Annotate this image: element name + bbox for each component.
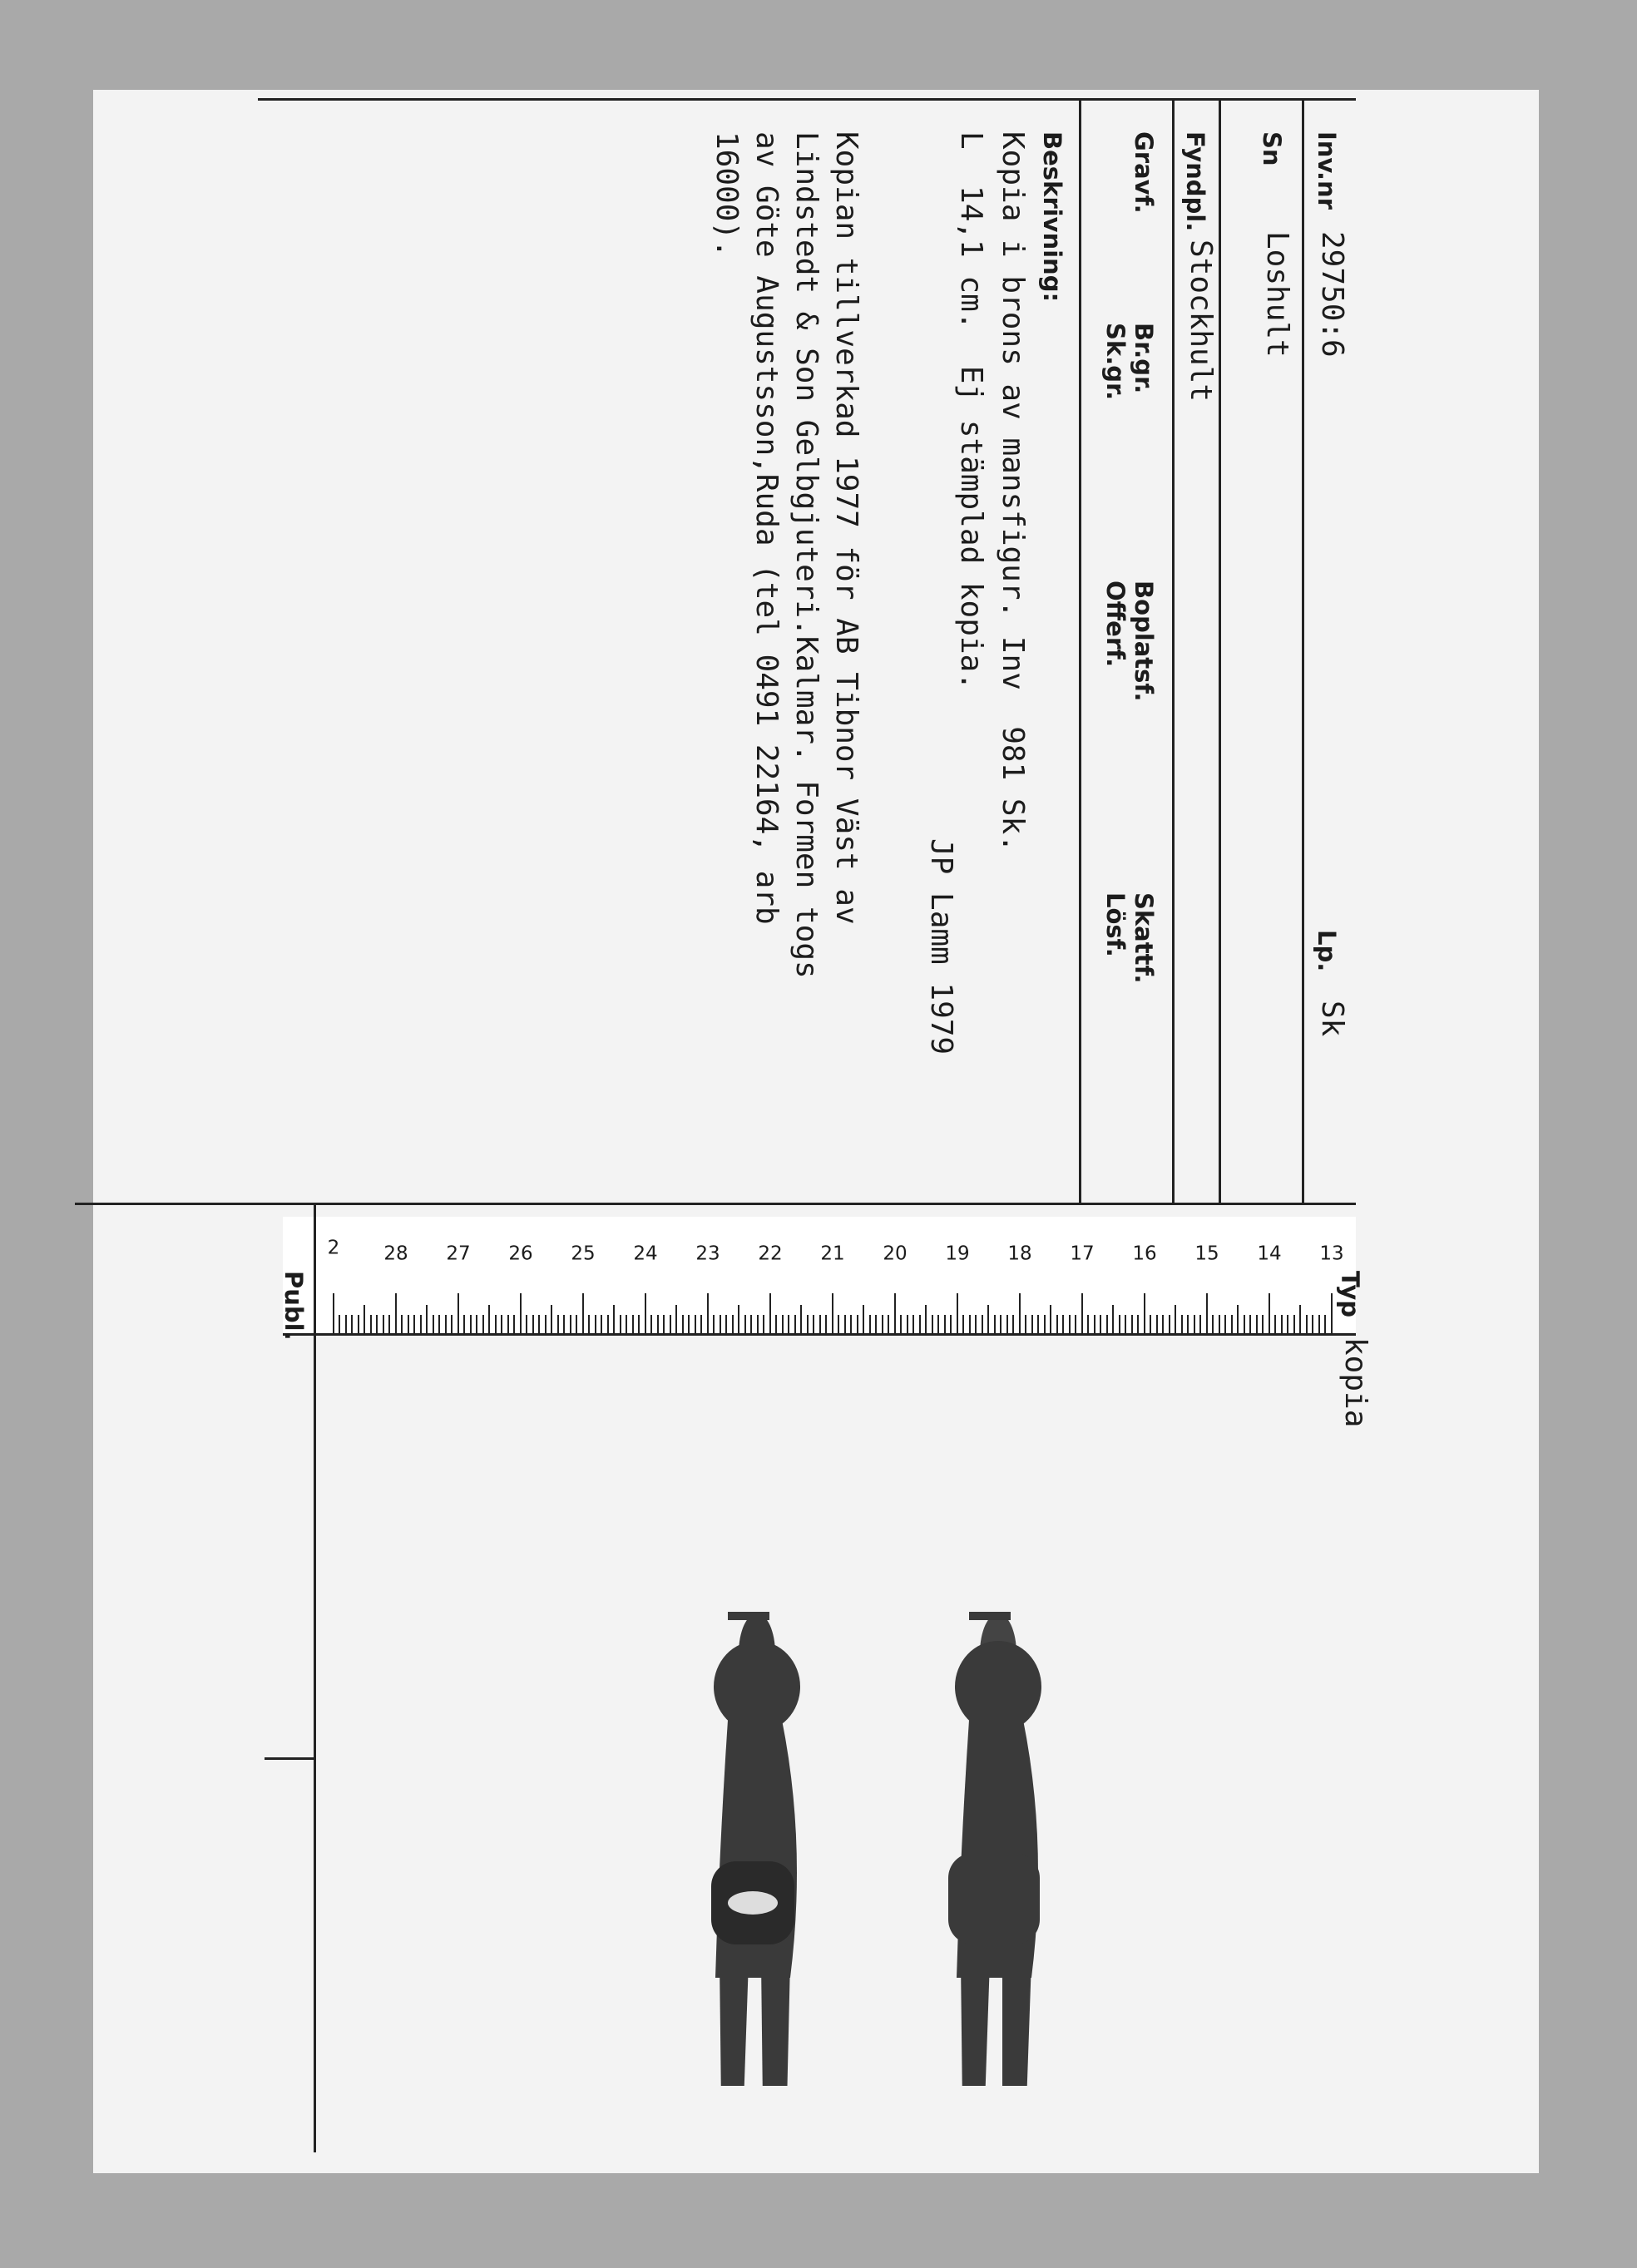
ruler-tick: [1206, 1293, 1208, 1333]
ruler-number: 19: [945, 1243, 970, 1265]
ruler-tick: [894, 1293, 896, 1333]
row-divider: [1219, 98, 1221, 1204]
row-divider: [1172, 98, 1175, 1204]
brgr-label: Br.gr.: [1130, 323, 1158, 394]
desc-signature: JP Lamm 1979: [924, 838, 958, 1055]
sn-label: Sn: [1258, 131, 1286, 166]
measuring-ruler: [283, 1217, 1356, 1336]
ruler-tick: [1313, 1315, 1314, 1333]
desc-line-3: Kopian tillverkad 1977 för AB Tibnor Väst av: [829, 131, 863, 925]
ruler-tick: [1275, 1315, 1277, 1333]
desc-line-2: L 14,1 cm. Ej stämplad kopia.: [954, 131, 988, 690]
ruler-tick: [576, 1315, 578, 1333]
ruler-tick: [807, 1315, 809, 1333]
ruler-tick: [1256, 1315, 1258, 1333]
ruler-tick: [1163, 1315, 1165, 1333]
offerf-label: Offerf.: [1101, 581, 1130, 668]
ruler-tick: [1231, 1315, 1233, 1333]
ruler-tick: [464, 1315, 466, 1333]
ruler-tick: [1288, 1315, 1289, 1333]
ruler-tick: [907, 1315, 908, 1333]
ruler-tick: [844, 1315, 846, 1333]
ruler-tick: [502, 1315, 503, 1333]
ruler-tick: [551, 1305, 553, 1333]
ruler-tick: [1094, 1315, 1095, 1333]
ruler-tick: [1250, 1315, 1252, 1333]
card-content: [67, 98, 1372, 2152]
ruler-tick: [1269, 1293, 1270, 1333]
ruler-tick: [863, 1305, 865, 1333]
ruler-tick: [1076, 1315, 1077, 1333]
ruler-tick: [1181, 1315, 1183, 1333]
ruler-tick: [614, 1305, 616, 1333]
ruler-tick: [1175, 1305, 1177, 1333]
ruler-tick: [520, 1293, 522, 1333]
figure-back: [711, 1612, 800, 2086]
ruler-number: 22: [758, 1243, 783, 1265]
row-divider: [1079, 98, 1081, 1204]
ruler-tick: [333, 1293, 334, 1333]
ruler-tick: [876, 1315, 878, 1333]
ruler-tick: [944, 1315, 946, 1333]
ruler-tick: [857, 1315, 858, 1333]
ruler-number: 2: [327, 1237, 340, 1259]
ruler-number: 16: [1132, 1243, 1157, 1265]
ruler-tick: [589, 1315, 591, 1333]
ruler-tick: [1001, 1315, 1002, 1333]
ruler-tick: [1156, 1315, 1158, 1333]
ruler-tick: [764, 1315, 765, 1333]
lp-value: Sk: [1315, 1001, 1349, 1037]
ruler-tick: [1300, 1305, 1302, 1333]
ruler-tick: [402, 1315, 403, 1333]
ruler-tick: [408, 1315, 409, 1333]
ruler-number: 23: [695, 1243, 720, 1265]
ruler-tick: [427, 1305, 428, 1333]
ruler-tick: [601, 1315, 603, 1333]
ruler-tick: [689, 1315, 690, 1333]
ruler-tick: [1038, 1315, 1040, 1333]
ruler-tick: [901, 1315, 903, 1333]
ruler-tick: [963, 1315, 965, 1333]
sn-value: Loshult: [1260, 231, 1294, 358]
ruler-tick: [1318, 1315, 1320, 1333]
ruler-tick: [732, 1315, 734, 1333]
ruler-number: 17: [1070, 1243, 1095, 1265]
ruler-tick: [364, 1305, 366, 1333]
ruler-tick: [913, 1315, 915, 1333]
ruler-tick: [1293, 1315, 1295, 1333]
ruler-tick: [582, 1293, 584, 1333]
inv-value: 29750:6: [1315, 231, 1349, 358]
ruler-tick: [507, 1315, 509, 1333]
ruler-tick: [532, 1315, 534, 1333]
desc-line-1: Kopia i brons av mansfigur. Inv 981 Sk.: [996, 131, 1030, 852]
ruler-tick: [744, 1315, 746, 1333]
ruler-tick: [726, 1315, 728, 1333]
ruler-tick: [1088, 1315, 1090, 1333]
left-frame-line: [258, 98, 1356, 101]
ruler-tick: [682, 1315, 684, 1333]
ruler-tick: [1144, 1293, 1145, 1333]
ruler-tick: [739, 1305, 740, 1333]
ruler-tick: [1325, 1315, 1327, 1333]
ruler-tick: [757, 1315, 759, 1333]
ruler-tick: [557, 1315, 559, 1333]
ruler-tick: [1238, 1305, 1239, 1333]
ruler-tick: [789, 1315, 790, 1333]
beskrivning-label: Beskrivning:: [1038, 131, 1066, 303]
ruler-tick: [751, 1315, 753, 1333]
losf-label: Lösf.: [1101, 892, 1130, 957]
ruler-number: 15: [1194, 1243, 1219, 1265]
ruler-tick: [377, 1315, 378, 1333]
ruler-tick: [645, 1293, 646, 1333]
ruler-tick: [595, 1315, 596, 1333]
ruler-tick: [1019, 1293, 1021, 1333]
ruler-tick: [957, 1293, 958, 1333]
ruler-tick: [477, 1315, 478, 1333]
ruler-tick: [794, 1315, 796, 1333]
ruler-tick: [445, 1315, 447, 1333]
ruler-tick: [657, 1315, 659, 1333]
ruler-tick: [1013, 1315, 1015, 1333]
ruler-tick: [639, 1315, 640, 1333]
ruler-tick: [776, 1315, 778, 1333]
publ-label: Publ.: [279, 1271, 308, 1341]
ruler-tick: [1331, 1293, 1333, 1333]
ruler-tick: [1131, 1315, 1133, 1333]
ruler-number: 13: [1319, 1243, 1344, 1265]
ruler-tick: [1213, 1315, 1214, 1333]
ruler-tick: [482, 1315, 484, 1333]
ruler-tick: [1106, 1315, 1108, 1333]
ruler-tick: [632, 1315, 634, 1333]
ruler-tick: [1194, 1315, 1195, 1333]
ruler-tick: [994, 1315, 996, 1333]
ruler-tick: [370, 1315, 372, 1333]
ruler-tick: [620, 1315, 621, 1333]
ruler-tick: [801, 1305, 803, 1333]
ruler-tick: [714, 1315, 715, 1333]
ruler-tick: [545, 1315, 546, 1333]
ruler-tick: [782, 1315, 784, 1333]
ruler-tick: [851, 1315, 853, 1333]
desc-line-6: 16000).: [710, 131, 744, 258]
ruler-number: 27: [446, 1243, 471, 1265]
ruler-tick: [1263, 1315, 1264, 1333]
ruler-tick: [1125, 1315, 1127, 1333]
ruler-tick: [470, 1315, 472, 1333]
boplatsf-label: Boplatsf.: [1130, 581, 1158, 702]
ruler-tick: [439, 1315, 441, 1333]
ruler-tick: [1031, 1315, 1033, 1333]
ruler-tick: [695, 1315, 696, 1333]
ruler-tick: [1006, 1315, 1008, 1333]
ruler-tick: [919, 1315, 921, 1333]
typ-label: Typ: [1336, 1271, 1364, 1318]
ruler-tick: [882, 1315, 883, 1333]
ruler-tick: [1063, 1315, 1065, 1333]
skgr-label: Sk.gr.: [1101, 323, 1130, 401]
ruler-tick: [1100, 1315, 1102, 1333]
fyndpl-label: Fyndpl.: [1181, 131, 1209, 232]
ruler-tick: [832, 1293, 833, 1333]
ruler-tick: [352, 1315, 354, 1333]
column-divider: [75, 1203, 1356, 1205]
ruler-tick: [1113, 1305, 1115, 1333]
gravf-label: Gravf.: [1130, 131, 1158, 214]
ruler-tick: [607, 1315, 609, 1333]
ruler-tick: [539, 1315, 541, 1333]
ruler-tick: [1119, 1315, 1120, 1333]
ruler-tick: [951, 1315, 952, 1333]
ruler-number: 28: [383, 1243, 408, 1265]
ruler-tick: [1188, 1315, 1189, 1333]
row-divider: [1302, 98, 1304, 1204]
ruler-tick: [1281, 1315, 1283, 1333]
ruler-number: 20: [883, 1243, 908, 1265]
ruler-tick: [570, 1315, 571, 1333]
ruler-number: 18: [1007, 1243, 1032, 1265]
ruler-tick: [838, 1315, 840, 1333]
ruler-tick: [1069, 1315, 1071, 1333]
ruler-number: 25: [571, 1243, 596, 1265]
ruler-tick: [969, 1315, 971, 1333]
ruler-tick: [819, 1315, 821, 1333]
ruler-tick: [769, 1293, 771, 1333]
ruler-tick: [626, 1315, 628, 1333]
ruler-tick: [651, 1315, 653, 1333]
ruler-number: 14: [1257, 1243, 1282, 1265]
ruler-tick: [514, 1315, 516, 1333]
ruler-tick: [1150, 1315, 1152, 1333]
ruler-tick: [1051, 1305, 1052, 1333]
ruler-tick: [720, 1315, 721, 1333]
ruler-tick: [826, 1315, 828, 1333]
ruler-tick: [395, 1293, 397, 1333]
ruler-tick: [670, 1315, 671, 1333]
ruler-tick: [888, 1315, 890, 1333]
ruler-tick: [457, 1293, 459, 1333]
ruler-number: 26: [508, 1243, 533, 1265]
ruler-tick: [676, 1305, 678, 1333]
figure-photograph: [241, 1595, 1123, 2086]
ruler-tick: [358, 1315, 359, 1333]
desc-line-4: Lindstedt & Son Gelbgjuteri.Kalmar. Formen togs: [789, 131, 823, 979]
ruler-tick: [414, 1315, 416, 1333]
inv-label: Inv.nr: [1313, 131, 1341, 210]
typ-value: kopia: [1338, 1337, 1372, 1428]
ruler-tick: [339, 1315, 341, 1333]
ruler-tick: [420, 1315, 422, 1333]
ruler-tick: [976, 1315, 977, 1333]
ruler-tick: [701, 1315, 703, 1333]
ruler-tick: [707, 1293, 709, 1333]
ruler-number: 24: [633, 1243, 658, 1265]
fyndpl-value: Stockhult: [1184, 240, 1218, 403]
ruler-tick: [1306, 1315, 1308, 1333]
ruler-tick: [664, 1315, 665, 1333]
ruler-tick: [869, 1315, 871, 1333]
ruler-tick: [433, 1315, 434, 1333]
ruler-tick: [564, 1315, 566, 1333]
ruler-tick: [495, 1315, 497, 1333]
ruler-tick: [1056, 1315, 1058, 1333]
ruler-tick: [452, 1315, 453, 1333]
ruler-tick: [1244, 1315, 1245, 1333]
ruler-tick: [1225, 1315, 1227, 1333]
desc-line-5: av Göte Augustsson,Ruda (tel 0491 22164, arb: [749, 131, 784, 925]
ruler-tick: [1138, 1315, 1140, 1333]
ruler-tick: [1219, 1315, 1220, 1333]
ruler-tick: [489, 1305, 491, 1333]
lp-label: Lp.: [1313, 930, 1341, 972]
ruler-tick: [383, 1315, 384, 1333]
ruler-tick: [1026, 1315, 1027, 1333]
ruler-tick: [345, 1315, 347, 1333]
skattf-label: Skattf.: [1130, 892, 1158, 984]
ruler-tick: [1044, 1315, 1046, 1333]
figure-front: [948, 1612, 1041, 2086]
ruler-tick: [814, 1315, 815, 1333]
ruler-number: 21: [820, 1243, 845, 1265]
ruler-tick: [1200, 1315, 1202, 1333]
ruler-tick: [389, 1315, 391, 1333]
ruler-tick: [988, 1305, 990, 1333]
ruler-tick: [1169, 1315, 1170, 1333]
ruler-tick: [527, 1315, 528, 1333]
ruler-tick: [938, 1315, 940, 1333]
ruler-tick: [1081, 1293, 1083, 1333]
ruler-tick: [982, 1315, 983, 1333]
ruler-tick: [932, 1315, 933, 1333]
ruler-tick: [926, 1305, 927, 1333]
